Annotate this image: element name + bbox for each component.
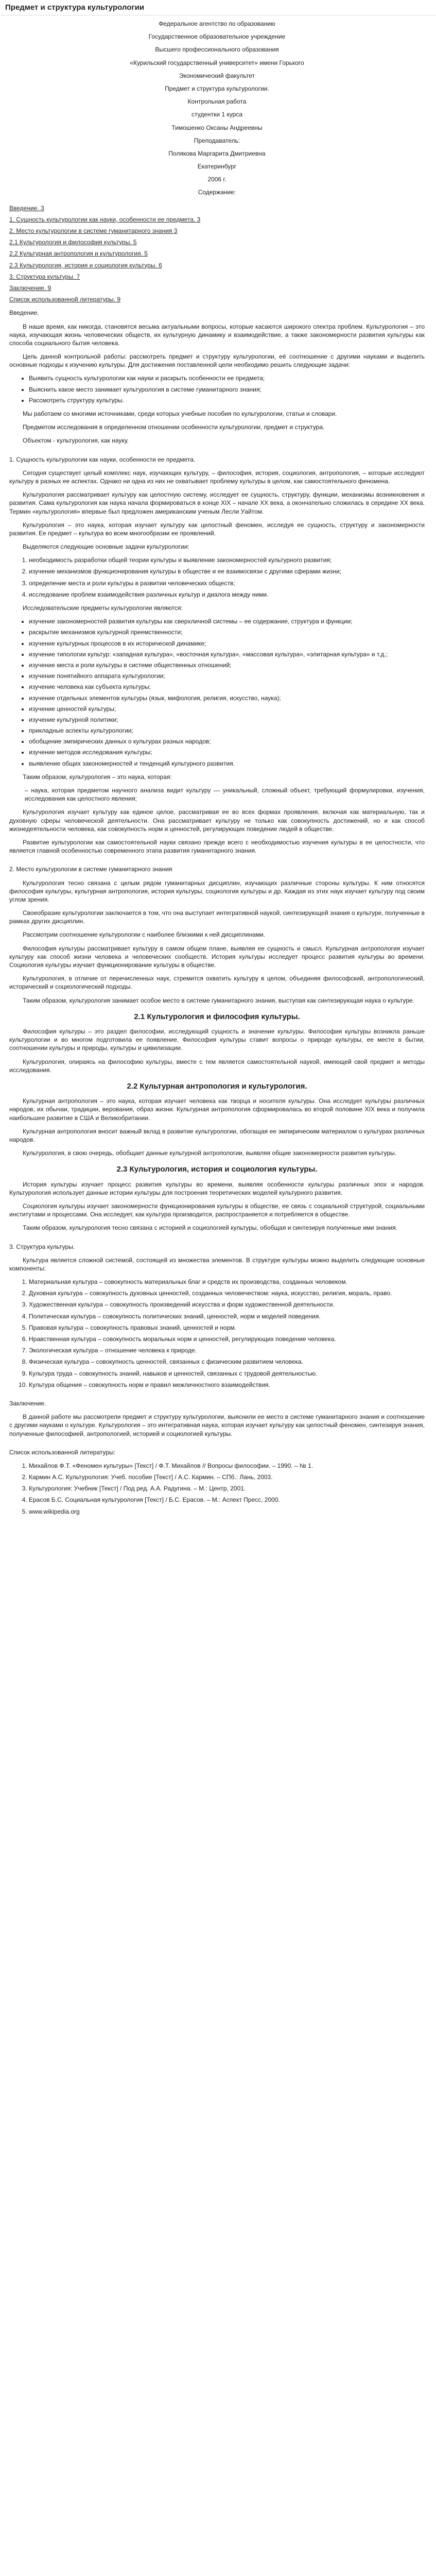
paragraph: Культурология тесно связана с целым рядом гуманитарных дисциплин, изучающих различные стороны культуры. К ним относятся философия культуры, культурная антропология, история культуры, социология культуры и др. Каждая из этих наук изучает культуру под своим углом зрения. [9,879,425,903]
list-item: 5. Правовая культура – совокупность правовых знаний, ценностей и норм. [29,1324,425,1332]
list-item: • изучение методов исследования культуры; [29,748,425,756]
toc-link[interactable]: Список использованной литературы. 9 [9,296,121,303]
definition-quote: – наука, которая предметом научного анализа видит культуру — уникальный, сложный объект, требующий формулировки, изучения, исследования как целостного явления; [25,787,425,803]
bullet-list [29,374,425,404]
paragraph: Таким образом, культурология тесно связана с историей и социологией культуры, обобщая и синтезируя полученные ими знания. [23,1224,397,1232]
introduction-section [9,309,425,445]
paragraph: Объектом - культурология, как науку. [23,437,129,445]
numbered-list [29,1278,425,1389]
list-item: • изучение понятийного аппарата культурологии; [29,672,425,680]
reference-item: 2. Кармин А.С. Культурология: Учеб. пособие [Текст] / А.С. Кармин. – СПб.: Лань, 2003. [29,1473,425,1481]
paragraph: Социология культуры изучает закономерности функционирования культуры в обществе, ее связь с социальной структурой, социальными институтами и процессами. Она исследует, как культура производится, распространяется и потребляется в обществе. [9,1202,425,1218]
list-item: • раскрытие механизмов культурной преемственности; [29,628,425,636]
education-line: Высшего профессионального образования [155,46,279,54]
paragraph: Культурология, в свою очередь, обобщает данные культурной антропологии, выявляя общие закономерности развития культуры. [23,1149,396,1157]
paragraph: Выделяются следующие основные задачи культурологии: [23,543,189,551]
list-item: 2. изучение механизмов функционирования культуры в обществе и ее взаимосвязи с другими сферами жизни; [29,567,425,575]
section-2-1 [9,1012,425,1074]
faculty-line: Экономический факультет [179,72,255,79]
list-item: 6. Нравственная культура – совокупность моральных норм и ценностей, регулирующих поведение человека. [29,1335,425,1343]
student-name: Тимошенко Оксаны Андреевны [171,124,263,131]
section-heading: Заключение. [9,1399,46,1407]
toc-link[interactable]: 2.3 Культурология, история и социология культуры. 6 [9,261,162,269]
list-item: • обобщение эмпирических данных о культурах разных народов; [29,737,425,745]
student-line: студентки 1 курса [191,111,242,118]
list-item: • изучение культурных процессов в их исторической динамике; [29,639,425,648]
section-heading: Введение. [9,309,39,317]
paragraph: Развитие культурологии как самостоятельной науки связано прежде всего с необходимостью изучения культуры в ее целостности, что является главной особенностью современного этапа развития гуманитарного знания. [9,838,425,855]
document-page [0,15,436,1541]
paragraph: Сегодня существует целый комплекс наук, изучающих культуру, – философия, история, социология, антропология, – которые исследуют культуру в разных ее аспектах. Однако ни одна из них не охватывает проблему культуры в целом, как самостоятельного феномена. [9,469,425,485]
list-item: • изучение типологии культур: «западная культура», «восточная культура», «массовая культура», «элитарная культура» и т.д.; [29,650,425,658]
paragraph: Культурология рассматривает культуру как целостную систему, исследует ее сущность, структуру, функции, механизмы возникновения и развития. Сама культурология как наука начала формироваться в конце XIX – начале XX века, а окончательно сложилась в середине XX века. Термин «культурология» впервые был предложен американским ученым Лесли Уайтом. [9,491,425,515]
paragraph: Культурология, в отличие от перечисленных наук, стремится охватить культуру в целом, объединяя философский, антропологический, исторический и социологический подходы. [9,975,425,991]
teacher-label: Преподаватель: [194,137,240,144]
list-item: • изучение закономерностей развития культуры как сверхличной системы – ее содержание, структура и функции; [29,617,425,625]
section-2 [9,865,425,1004]
list-item: 8. Физическая культура – совокупность ценностей, связанных с физическим развитием человека. [29,1358,425,1366]
ministry-line: Федеральное агентство по образованию [159,20,275,27]
title-bar [0,0,436,15]
section-heading: 2.1 Культурология и философия культуры. [134,1012,300,1021]
references-list [29,1462,425,1516]
subject-line: Предмет и структура культурологии. [165,84,269,92]
paragraph: Философия культуры рассматривает культуру в самом общем плане, выявляя ее сущность и смысл. Культурная антропология изучает культуру как способ жизни человека и человеческих сообществ. История культуры исследует процесс развития культуры во времени. Социология культуры изучает функционирование культуры в обществе. [9,944,425,969]
work-type-line: Контрольная работа [187,98,247,106]
reference-item: 1. Михайлов Ф.Т. «Феномен культуры» [Текст] / Ф.Т. Михайлов // Вопросы философии. – 1990. – № 1. [29,1462,425,1470]
paragraph: Цель данной контрольной работы: рассмотреть предмет и структуру культурологии, её соотношение с другими науками и выделить основные подходы к изучению культуры. Для достижения поставленной цели необходимо решить следующие задачи: [9,353,425,369]
toc-link[interactable]: Заключение. 9 [9,284,51,292]
list-item: • изучение ценностей культуры; [29,705,425,713]
list-item: 3. определение места и роли культуры в развитии человеческих обществ; [29,579,425,587]
list-item: 4. исследование проблем взаимодействия различных культур и диалога между ними. [29,590,425,599]
toc-link[interactable]: Введение. 3 [9,204,44,212]
paragraph: Культурная антропология – это наука, которая изучает человека как творца и носителя культуры. Она исследует культуры различных народов, их обычаи, традиции, верования, образ жизни. Культурная антропология сформировалась во второй половине XIX века и получила наибольшее развитие в США и Великобритании. [9,1097,425,1122]
list-item: 3. Художественная культура – совокупность произведений искусства и форм художественной деятельности. [29,1300,425,1309]
paragraph: В данной работе мы рассмотрели предмет и структуру культурологии, выяснили ее место в системе гуманитарного знания и соотношение с другими науками о культуре. Культурология – это интегративная наука, которая изучает культуру как целостный феномен, синтезируя знания, полученные философией, антропологией, историей и социологией культуры. [9,1413,425,1437]
section-2-2 [9,1081,425,1157]
paragraph: Культурология изучает культуру как единое целое, рассматривая ее во всех формах проявления, включая как материальную, так и духовную сферы человеческой деятельности. Она рассматривает культуру не только как совокупность достижений, но и как способ жизнедеятельности человека, как совокупность норм и ценностей, регулирующих поведение людей в обществе. [9,808,425,833]
paragraph: Предметом исследования в определенном отношении особенности культурологии, предмет и структура. [23,423,325,431]
paragraph: Культурология, опираясь на философию культуры, вместе с тем является самостоятельной наукой, имеющей свой предмет и методы исследования. [9,1058,425,1074]
section-heading: 2.3 Культурология, история и социология культуры. [116,1165,318,1174]
city-line: Екатеринбург [197,163,237,171]
list-item: • Рассмотреть структуру культуры. [29,396,425,404]
list-item: 10. Культура общения – совокупность норм и правил межличностного взаимодействия. [29,1381,425,1389]
toc-link[interactable]: 2.1 Культурология и философия культуры. 5 [9,239,137,246]
list-item: • Выяснить какое место занимает культурология в системе гуманитарного знания; [29,385,425,394]
section-heading: Список использованной литературы: [9,1448,115,1456]
section-3 [9,1243,425,1389]
paragraph: Таким образом, культурология – это наука, которая: [23,773,172,781]
toc-link[interactable]: 1. Сущность культурологии как науки, особенности ее предмета. 3 [9,215,201,223]
paragraph: Мы работаем со многими источниками, среди которых учебные пособия по культурологии, статьи и словари. [23,410,337,417]
list-item: • изучение места и роли культуры в системе общественных отношений; [29,661,425,669]
toc-link[interactable]: 2. Место культурологии в системе гуманитарного знания 3 [9,227,178,234]
paragraph: Культурная антропология вносит важный вклад в развитие культурологии, обогащая ее эмпирическим материалом о культурах различных народов. [9,1127,425,1143]
list-item: • выявление общих закономерностей и тенденций культурного развития. [29,759,425,768]
conclusion-section [9,1399,425,1438]
section-1 [9,455,425,855]
paragraph: Рассмотрим соотношение культурологии с наиболее близкими к ней дисциплинами. [23,931,266,939]
numbered-list [29,556,425,599]
page-title: Предмет и структура культурологии [5,3,145,12]
university-line: «Курильский государственный университет» имени Горького [130,59,304,66]
list-item: • прикладные аспекты культурологии; [29,726,425,735]
section-2-3 [9,1164,425,1232]
toc-link[interactable]: 3. Структура культуры. 7 [9,273,80,280]
list-item: 4. Политическая культура – совокупность политических знаний, ценностей, норм и моделей поведения. [29,1312,425,1320]
paragraph: История культуры изучает процесс развития культуры во времени, выявляя особенности культуры различных эпох и народов. Культурология использует данные истории культуры для построения теоретических моделей культурного развития. [9,1180,425,1196]
list-item: • изучение культурной политики; [29,716,425,724]
teacher-name: Полякова Маргарита Дмитриевна [168,149,266,157]
paragraph: Исследовательские предметы культурологии являются: [23,604,183,612]
section-heading: 3. Структура культуры. [9,1243,75,1250]
paragraph: Культура является сложной системой, состоящей из множества элементов. В структуре культуры можно выделить следующие основные компоненты: [9,1256,425,1272]
section-heading: 2. Место культурологии в системе гуманитарного знания [9,866,172,873]
list-item: 1. необходимость разработки общей теории культуры и выявление закономерностей культурного развития; [29,556,425,564]
section-heading: 2.2 Культурная антропология и культурология. [127,1081,307,1091]
bullet-list [29,617,425,768]
list-item: • изучение отдельных элементов культуры (язык, мифология, религия, искусство, наука); [29,694,425,702]
toc-link[interactable]: 2.2 Культурная антропология и культурология. 5 [9,250,148,258]
section-heading: 1. Сущность культурологии как науки, особенности ее предмета. [9,455,196,463]
contents-label: Содержание: [198,189,236,196]
institution-line: Государственное образовательное учреждение [148,33,286,41]
reference-link[interactable]: 5. www.wikipedia.org [29,1507,425,1516]
paragraph: Таким образом, культурология занимает особое место в системе гуманитарного знания, выступая как синтезирующая наука о культуре. [23,996,414,1004]
reference-item: 3. Культурология: Учебник [Текст] / Под ред. А.А. Радугина. – М.: Центр, 2001. [29,1484,425,1493]
references-section [9,1448,425,1516]
title-page [9,20,425,197]
list-item: 2. Духовная культура – совокупность духовных ценностей, созданных человечеством: наука, искусство, религия, мораль, право. [29,1289,425,1297]
list-item: • Выявить сущность культурологии как науки и раскрыть особенности ее предмета; [29,374,425,382]
table-of-contents [9,204,425,304]
year-line: 2006 г. [207,176,226,183]
paragraph: В наше время, как никогда, становятся весьма актуальными вопросы, которые касаются широкого спектра проблем. Культурология – это наука, изучающая жизнь человеческих обществ, их культурную динамику и взаимодействие, а также закономерности развития культуры как способа социального бытия человека. [9,323,425,347]
list-item: 7. Экологическая культура – отношение человека к природе. [29,1346,425,1354]
list-item: • изучение человека как субъекта культуры; [29,683,425,691]
list-item: 1. Материальная культура – совокупность материальных благ и средств их производства, созданных человеком. [29,1278,425,1286]
reference-item: 4. Ерасов Б.С. Социальная культурология [Текст] / Б.С. Ерасов. – М.: Аспект Пресс, 2000. [29,1496,425,1504]
list-item: 9. Культура труда – совокупность знаний, навыков и ценностей, связанных с трудовой деятельностью. [29,1369,425,1378]
paragraph: Своеобразие культурологии заключается в том, что она выступает интегративной наукой, синтезирующей знания о культуре, полученные в рамках других дисциплин. [9,909,425,925]
paragraph: Философия культуры – это раздел философии, исследующий сущность и значение культуры. Философия культуры возникла раньше культурологии и во многом подготовила ее появление. Философия культуры ставит вопросы о природе культуры, ее месте в бытии, соотношении культуры и природы, культуры и цивилизации. [9,1028,425,1052]
paragraph: Культурология – это наука, которая изучает культуру как целостный феномен, исследуя ее сущность, структуру и закономерности развития. Ее предмет – культура во всем многообразии ее проявлений. [9,521,425,537]
